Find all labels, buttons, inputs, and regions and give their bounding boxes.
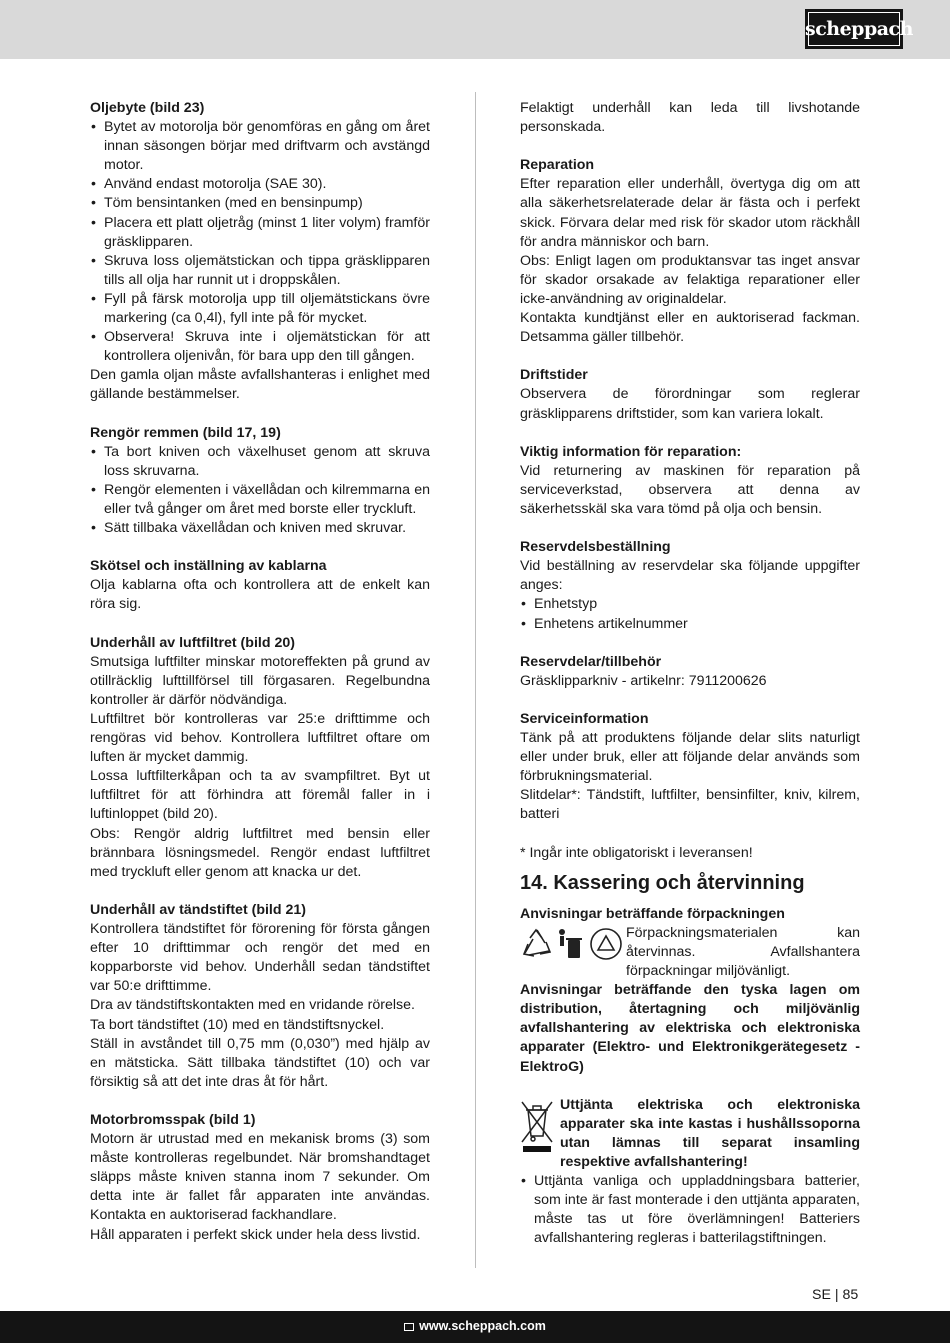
- paragraph: Håll apparaten i perfekt skick under hela dess livstid.: [90, 1226, 421, 1243]
- list-item: • Ta bort kniven och växelhuset genom att skruva loss skruvarna.: [90, 443, 430, 481]
- section-title-brake: Motorbromsspak (bild 1): [90, 1111, 256, 1128]
- list-item: • Enhetens artikelnummer: [520, 615, 860, 634]
- section-title-belt: Rengör remmen (bild 17, 19): [90, 424, 281, 441]
- waste-bin-person-icon: [559, 929, 582, 958]
- paragraph: Slitdelar*: Tändstift, luftfilter, bensinfilter, kniv, kilrem, batteri: [520, 787, 860, 823]
- spare-order-list: [520, 595, 860, 633]
- paragraph: Kontakta kundtjänst eller en auktoriserad fackman. Detsamma gäller tillbehör.: [520, 310, 860, 346]
- list-item: • Töm bensintanken (med en bensinpump): [90, 194, 430, 213]
- section-title-accessories: Reservdelar/tillbehör: [520, 653, 662, 670]
- section-title-packaging: Anvisningar beträffande förpackningen: [520, 905, 785, 922]
- paragraph: Olja kablarna ofta och kontrollera att de enkelt kan röra sig.: [90, 577, 430, 613]
- recycle-icon: [524, 930, 550, 956]
- electrog-law-text: Anvisningar beträffande den tyska lagen om distribution, återtagning och miljövänlig avfallshantering av elektriska och elektroniska apparater (Elektro- und Elektronikgerätegesetz - ElektroG): [520, 982, 860, 1075]
- chapter-title: 14. Kassering och återvinning: [520, 871, 805, 894]
- list-item: • Använd endast motorolja (SAE 30).: [90, 175, 430, 194]
- list-item: • Uttjänta vanliga och uppladdningsbara batterier, som inte är fast monterade i den uttjänta apparaten, måste tas ut före överlämningen! Batteriers avfallshantering regleras i batterilagstiftningen.: [520, 1172, 860, 1248]
- packaging-block: [520, 924, 860, 981]
- weee-text: Uttjänta elektriska och elektroniska apparater ska inte kastas i hushållssoporna utan lämnas till separat insamling respektive avfallshantering!: [560, 1096, 860, 1170]
- paragraph: Luftfiltret bör kontrolleras var 25:e drifttimme och rengöras vid behov. Kontrollera luftfiltret oftare om luften är mycket dammig.: [90, 711, 430, 766]
- paragraph: Felaktigt underhåll kan leda till livshotande personskada.: [520, 100, 860, 136]
- page-number: SE | 85: [812, 1287, 859, 1303]
- weee-block: [520, 1096, 860, 1172]
- section-title-spark-plug: Underhåll av tändstiftet (bild 21): [90, 901, 306, 918]
- paragraph: Den gamla oljan måste avfallshanteras i enlighet med gällande bestämmelser.: [90, 367, 430, 403]
- paragraph: Kontrollera tändstiftet för förorening för första gången efter 10 drifttimmar och rengör det med en kopparborste vid behov. Underhåll sedan tändstiftet var 50:e drifttimme.: [90, 921, 430, 995]
- paragraph: Obs: Enligt lagen om produktansvar tas inget ansvar för skador orsakade av felaktiga reparationer eller icke-användning av originaldelar.: [520, 252, 860, 307]
- footer-url[interactable]: www.scheppach.com: [419, 1319, 546, 1333]
- packaging-text: Förpackningsmaterialen kan återvinnas. Avfallshantera förpackningar miljövänligt.: [626, 924, 860, 980]
- brand-logo: scheppach: [805, 9, 903, 49]
- paragraph: Obs: Rengör aldrig luftfiltret med bensin eller brännbara lösningsmedel. Rengör endast luftfiltret med tryckluft eller genom att knacka ur det.: [90, 825, 430, 880]
- paragraph: Gräsklipparkniv - artikelnr: 7911200626: [520, 672, 767, 689]
- page-header: [0, 0, 950, 59]
- paragraph: Motorn är utrustad med en mekanisk broms (3) som måste kontrolleras regelbundet. När bromshandtaget släpps måste kniven stanna inom 7 sekunder. Om detta inte är fallet får apparaten inte användas. Kontakta en auktoriserad fackhandlare.: [90, 1131, 430, 1224]
- list-item: • Rengör elementen i växellådan och kilremmarna en eller två gånger om året med borste eller tryckluft.: [90, 481, 430, 519]
- section-title-operating-times: Driftstider: [520, 367, 588, 384]
- section-title-repair-info: Viktig information för reparation:: [520, 443, 742, 460]
- tidyman-icon: [591, 929, 621, 959]
- list-item: • Sätt tillbaka växellådan och kniven med skruvar.: [90, 519, 430, 538]
- paragraph: Observera de förordningar som reglerar gräsklipparens driftstider, som kan variera lokalt.: [520, 386, 860, 422]
- right-column: [520, 99, 860, 1248]
- footnote: * Ingår inte obligatoriskt i leveransen!: [520, 844, 753, 861]
- monitor-icon: [404, 1323, 414, 1331]
- paragraph: Smutsiga luftfilter minskar motoreffekten på grund av otillräcklig lufttillförsel till förgasaren. Regelbundna kontroller är därför nödvändiga.: [90, 653, 430, 708]
- list-item: • Bytet av motorolja bör genomföras en gång om året innan säsongen börjar med driftvarm och avstängd motor.: [90, 118, 430, 175]
- paragraph: Ta bort tändstiftet (10) med en tändstiftsnyckel.: [90, 1016, 385, 1033]
- section-title-cables: Skötsel och inställning av kablarna: [90, 558, 327, 575]
- paragraph: Lossa luftfilterkåpan och ta av svampfiltret. Byt ut luftfiltret för att förhindra att föremål faller in i luftinloppet (bild 20).: [90, 768, 430, 823]
- list-item: • Enhetstyp: [520, 595, 860, 614]
- crossed-bin-icon: [520, 1100, 554, 1154]
- left-column: [90, 99, 430, 1245]
- list-item: • Fyll på färsk motorolja upp till oljemätstickans övre markering (ca 0,4l), fyll inte på för mycket.: [90, 290, 430, 328]
- oil-change-list: [90, 118, 430, 366]
- paragraph: Dra av tändstiftskontakten med en vridande rörelse.: [90, 997, 415, 1014]
- paragraph: Vid returnering av maskinen för reparation på serviceverkstad, observera att denna av säkerhetsskäl ska vara tömd på olja och bensin.: [520, 462, 860, 517]
- recycling-icons: [520, 926, 624, 962]
- paragraph: Tänk på att produktens följande delar slits naturligt eller under bruk, eller att följande delar används som förbrukningsmaterial.: [520, 730, 860, 785]
- list-item: • Observera! Skruva inte i oljemätstickan för att kontrollera oljenivån, för bara upp den till gången.: [90, 328, 430, 366]
- paragraph: Vid beställning av reservdelar ska följande uppgifter anges:: [520, 558, 860, 594]
- page-footer: [0, 1311, 950, 1343]
- battery-list: [520, 1172, 860, 1248]
- paragraph: Ställ in avståndet till 0,75 mm (0,030”) med hjälp av en mätsticka. Sätt tillbaka tändstiftet (10) och var försiktig så att det inte dras åt för hårt.: [90, 1035, 430, 1090]
- list-item: • Placera ett platt oljetråg (minst 1 liter volym) framför gräsklipparen.: [90, 214, 430, 252]
- paragraph: Efter reparation eller underhåll, övertyga dig om att alla säkerhetsrelaterade delar är fästa och i perfekt skick. Förvara delar med risk för skador utom räckhåll för andra människor och barn.: [520, 176, 860, 250]
- section-title-repair: Reparation: [520, 157, 595, 174]
- section-title-air-filter: Underhåll av luftfiltret (bild 20): [90, 634, 295, 651]
- section-title-service-info: Serviceinformation: [520, 711, 649, 727]
- column-divider: [475, 92, 476, 1268]
- belt-list: [90, 443, 430, 538]
- section-title-oil-change: Oljebyte (bild 23): [90, 100, 205, 116]
- section-title-spare-order: Reservdelsbeställning: [520, 539, 671, 556]
- list-item: • Skruva loss oljemätstickan och tippa gräsklipparen tills all olja har runnit ut i droppskålen.: [90, 252, 430, 290]
